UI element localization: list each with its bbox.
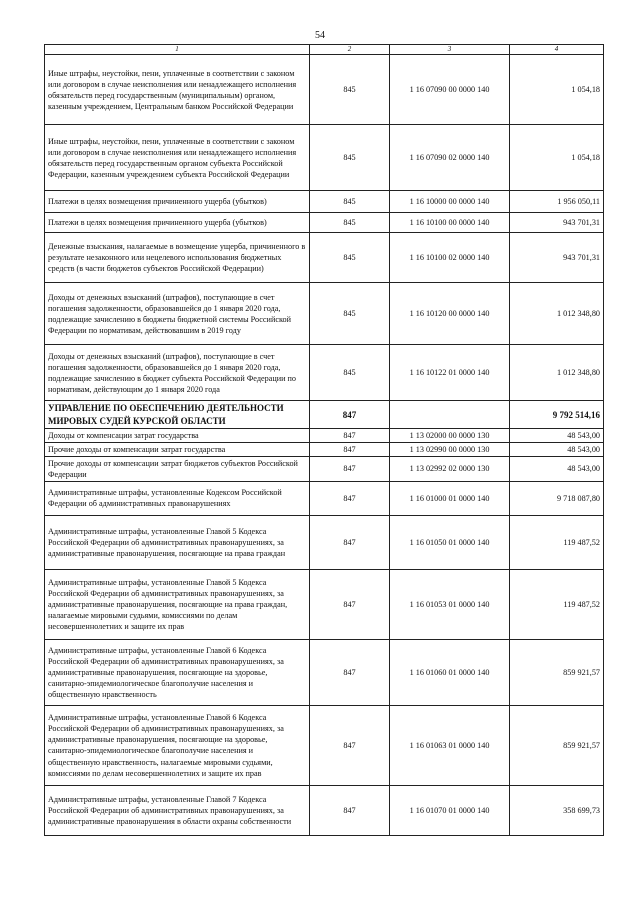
row-admin-code: 847 xyxy=(310,705,390,785)
row-name: Доходы от денежных взысканий (штрафов), поступающие в счет погашения задолженности, образовавшейся до 1 января 2020 года, подлежащие зачислению в бюджет субъекта Российской Федерации по нормативам, действующим до 1 января 2020 года xyxy=(45,345,310,401)
row-admin-code: 845 xyxy=(310,125,390,191)
row-amount: 1 012 348,80 xyxy=(510,345,604,401)
table-row xyxy=(45,705,604,785)
table-row xyxy=(45,569,604,639)
row-amount: 1 012 348,80 xyxy=(510,283,604,345)
row-admin-code: 845 xyxy=(310,345,390,401)
row-classification-code: 1 16 01070 01 0000 140 xyxy=(390,785,510,835)
row-admin-code: 845 xyxy=(310,283,390,345)
row-name: УПРАВЛЕНИЕ ПО ОБЕСПЕЧЕНИЮ ДЕЯТЕЛЬНОСТИ МИРОВЫХ СУДЕЙ КУРСКОЙ ОБЛАСТИ xyxy=(45,401,310,428)
row-classification-code: 1 16 10122 01 0000 140 xyxy=(390,345,510,401)
table-row xyxy=(45,345,604,401)
row-name: Доходы от компенсации затрат государства xyxy=(45,428,310,442)
row-amount: 48 543,00 xyxy=(510,456,604,481)
row-amount: 9 718 087,80 xyxy=(510,481,604,515)
row-classification-code: 1 16 01050 01 0000 140 xyxy=(390,515,510,569)
row-classification-code: 1 13 02000 00 0000 130 xyxy=(390,428,510,442)
row-name: Административные штрафы, установленные Главой 6 Кодекса Российской Федерации об административных правонарушениях, за административные правонарушения, посягающие на здоровье, санитарно-эпидемиологическое благополучие населения и общественную нравственность, налагаемые мировыми судьями, комиссиями по делам несовершеннолетних и защите их прав xyxy=(45,705,310,785)
row-amount: 943 701,31 xyxy=(510,213,604,233)
row-admin-code: 847 xyxy=(310,639,390,705)
row-classification-code: 1 16 01000 01 0000 140 xyxy=(390,481,510,515)
row-admin-code: 845 xyxy=(310,213,390,233)
row-classification-code: 1 16 07090 00 0000 140 xyxy=(390,55,510,125)
table-row xyxy=(45,213,604,233)
column-header-3: 3 xyxy=(390,45,510,55)
row-amount: 48 543,00 xyxy=(510,442,604,456)
row-name: Иные штрафы, неустойки, пени, уплаченные в соответствии с законом или договором в случае неисполнения или ненадлежащего исполнения обязательств перед государственным органом субъекта Российской Федерации, казенным учреждением субъекта Российской Федерации xyxy=(45,125,310,191)
row-classification-code: 1 16 01063 01 0000 140 xyxy=(390,705,510,785)
row-classification-code: 1 16 01060 01 0000 140 xyxy=(390,639,510,705)
row-name: Денежные взыскания, налагаемые в возмещение ущерба, причиненного в результате незаконного или нецелевого использования бюджетных средств (в части бюджетов субъектов Российской Федерации) xyxy=(45,233,310,283)
row-name: Иные штрафы, неустойки, пени, уплаченные в соответствии с законом или договором в случае неисполнения или ненадлежащего исполнения обязательств перед государственным (муниципальным) органом, казенным учреждением, Центральным банком Российской Федерации xyxy=(45,55,310,125)
row-admin-code: 847 xyxy=(310,401,390,428)
row-amount: 9 792 514,16 xyxy=(510,401,604,428)
column-header-4: 4 xyxy=(510,45,604,55)
table-row xyxy=(45,55,604,125)
row-amount: 859 921,57 xyxy=(510,705,604,785)
row-admin-code: 845 xyxy=(310,233,390,283)
table-row xyxy=(45,191,604,213)
table-row xyxy=(45,785,604,835)
row-admin-code: 847 xyxy=(310,456,390,481)
row-classification-code: 1 16 10120 00 0000 140 xyxy=(390,283,510,345)
row-classification-code: 1 13 02990 00 0000 130 xyxy=(390,442,510,456)
row-name: Платежи в целях возмещения причиненного ущерба (убытков) xyxy=(45,213,310,233)
row-amount: 859 921,57 xyxy=(510,639,604,705)
table-row xyxy=(45,442,604,456)
row-name: Административные штрафы, установленные Кодексом Российской Федерации об административных правонарушениях xyxy=(45,481,310,515)
row-admin-code: 847 xyxy=(310,515,390,569)
table-row xyxy=(45,125,604,191)
row-name: Доходы от денежных взысканий (штрафов), поступающие в счет погашения задолженности, образовавшейся до 1 января 2020 года, подлежащие зачислению в бюджеты бюджетной системы Российской Федерации по нормативам, действовавшим в 2019 году xyxy=(45,283,310,345)
table-row xyxy=(45,401,604,428)
row-classification-code: 1 16 07090 02 0000 140 xyxy=(390,125,510,191)
row-amount: 1 054,18 xyxy=(510,55,604,125)
row-admin-code: 845 xyxy=(310,191,390,213)
column-header-2: 2 xyxy=(310,45,390,55)
row-classification-code: 1 16 01053 01 0000 140 xyxy=(390,569,510,639)
row-amount: 358 699,73 xyxy=(510,785,604,835)
row-admin-code: 845 xyxy=(310,55,390,125)
row-amount: 943 701,31 xyxy=(510,233,604,283)
row-name: Административные штрафы, установленные Главой 5 Кодекса Российской Федерации об административных правонарушениях, за административные правонарушения, посягающие на права граждан xyxy=(45,515,310,569)
page-number: 54 xyxy=(315,30,325,41)
row-classification-code: 1 16 10100 02 0000 140 xyxy=(390,233,510,283)
row-admin-code: 847 xyxy=(310,569,390,639)
table-row xyxy=(45,481,604,515)
row-classification-code: 1 16 10000 00 0000 140 xyxy=(390,191,510,213)
row-admin-code: 847 xyxy=(310,481,390,515)
row-amount: 1 956 050,11 xyxy=(510,191,604,213)
table-row xyxy=(45,456,604,481)
table-row xyxy=(45,283,604,345)
table-row xyxy=(45,428,604,442)
table-row xyxy=(45,639,604,705)
table-row xyxy=(45,233,604,283)
row-classification-code: 1 13 02992 02 0000 130 xyxy=(390,456,510,481)
table-header-row xyxy=(45,45,604,55)
row-name: Прочие доходы от компенсации затрат бюджетов субъектов Российской Федерации xyxy=(45,456,310,481)
row-admin-code: 847 xyxy=(310,442,390,456)
column-header-1: 1 xyxy=(45,45,310,55)
row-amount: 119 487,52 xyxy=(510,569,604,639)
row-admin-code: 847 xyxy=(310,785,390,835)
row-name: Административные штрафы, установленные Главой 7 Кодекса Российской Федерации об административных правонарушениях, за административные правонарушения в области охраны собственности xyxy=(45,785,310,835)
row-admin-code: 847 xyxy=(310,428,390,442)
row-amount: 1 054,18 xyxy=(510,125,604,191)
row-amount: 48 543,00 xyxy=(510,428,604,442)
row-name: Административные штрафы, установленные Главой 5 Кодекса Российской Федерации об административных правонарушениях, за административные правонарушения, посягающие на права граждан, налагаемые мировыми судьями, комиссиями по делам несовершеннолетних и защите их прав xyxy=(45,569,310,639)
row-amount: 119 487,52 xyxy=(510,515,604,569)
revenue-table xyxy=(44,44,604,836)
row-classification-code xyxy=(390,401,510,428)
row-name: Административные штрафы, установленные Главой 6 Кодекса Российской Федерации об административных правонарушениях, за административные правонарушения, посягающие на здоровье, санитарно-эпидемиологическое благополучие населения и общественную нравственность xyxy=(45,639,310,705)
row-classification-code: 1 16 10100 00 0000 140 xyxy=(390,213,510,233)
table-row xyxy=(45,515,604,569)
row-name: Прочие доходы от компенсации затрат государства xyxy=(45,442,310,456)
row-name: Платежи в целях возмещения причиненного ущерба (убытков) xyxy=(45,191,310,213)
